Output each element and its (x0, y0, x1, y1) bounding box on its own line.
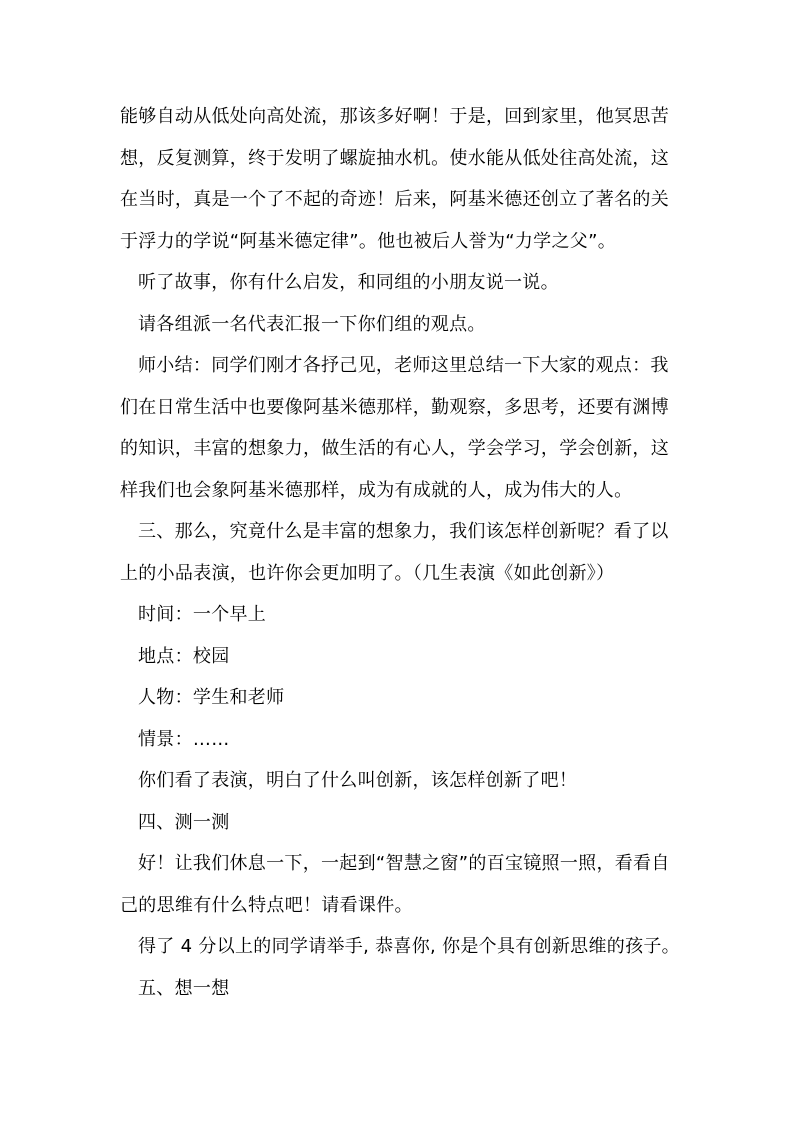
script-characters-line: 人物：学生和老师 (138, 687, 285, 708)
section-heading: 五、想一想 (138, 978, 230, 999)
script-time-line: 时间：一个早上 (138, 604, 267, 625)
paragraph-line: 们在日常生活中也要像阿基米德那样，勤观察，多思考，还要有渊博 (120, 397, 669, 418)
paragraph-line: 你们看了表演，明白了什么叫创新，该怎样创新了吧！ (138, 770, 578, 791)
paragraph-line: 得了 4 分以上的同学请举手, 恭喜你, 你是个具有创新思维的孩子。 (138, 936, 680, 957)
paragraph-line: 请各组派一名代表汇报一下你们组的观点。 (138, 314, 486, 335)
script-place-line: 地点：校园 (138, 646, 230, 667)
paragraph-line: 师小结：同学们刚才各抒己见，老师这里总结一下大家的观点：我 (138, 355, 669, 376)
paragraph-line: 在当时，真是一个了不起的奇迹！后来，阿基米德还创立了著名的关 (120, 189, 669, 210)
section-heading: 四、测一测 (138, 812, 230, 833)
paragraph-line: 好！让我们休息一下，一起到“智慧之窗”的百宝镜照一照，看看自 (138, 853, 670, 874)
paragraph-line: 己的思维有什么特点吧！请看课件。 (120, 895, 413, 916)
paragraph-line: 于浮力的学说“阿基米德定律”。他也被后人誉为“力学之父”。 (120, 231, 616, 252)
section-heading: 三、那么，究竟什么是丰富的想象力，我们该怎样创新呢？看了以 (138, 521, 669, 542)
paragraph-line: 想，反复测算，终于发明了螺旋抽水机。使水能从低处往高处流，这 (120, 148, 669, 169)
paragraph-line: 能够自动从低处向高处流，那该多好啊！于是，回到家里，他冥思苦 (120, 106, 669, 127)
paragraph-line: 上的小品表演，也许你会更加明了。（几生表演《如此创新》） (120, 563, 615, 584)
paragraph-line: 听了故事，你有什么启发，和同组的小朋友说一说。 (138, 272, 559, 293)
paragraph-line: 的知识，丰富的想象力，做生活的有心人，学会学习，学会创新，这 (120, 438, 669, 459)
script-scene-line: 情景：…… (138, 729, 230, 750)
paragraph-line: 样我们也会象阿基米德那样，成为有成就的人，成为伟大的人。 (120, 480, 633, 501)
